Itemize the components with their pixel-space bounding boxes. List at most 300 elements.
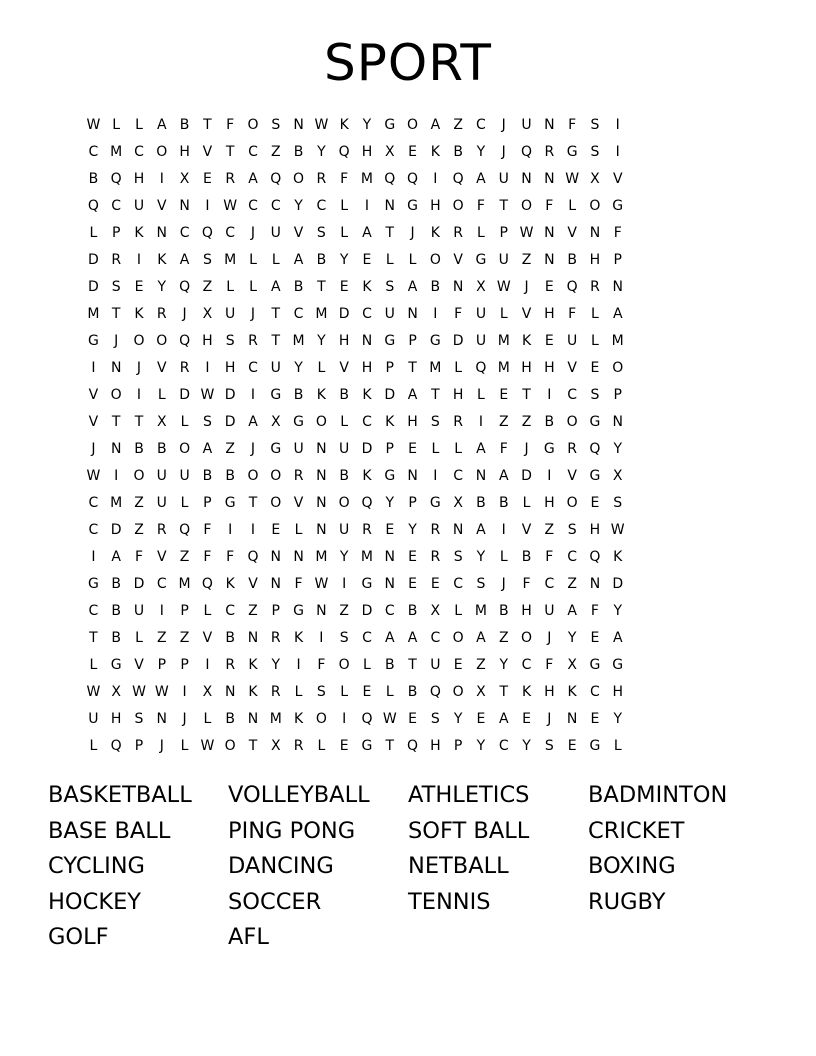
grid-letter[interactable]: Q xyxy=(270,170,282,187)
grid-letter[interactable]: S xyxy=(430,711,440,728)
grid-letter[interactable]: U xyxy=(179,467,190,484)
grid-letter[interactable]: L xyxy=(499,305,508,322)
grid-letter[interactable]: Q xyxy=(87,197,99,214)
grid-letter[interactable]: R xyxy=(156,305,167,322)
grid-letter[interactable]: H xyxy=(589,521,601,538)
grid-letter[interactable]: C xyxy=(476,116,486,133)
grid-letter[interactable]: N xyxy=(316,467,327,484)
grid-letter[interactable]: E xyxy=(522,711,531,728)
grid-letter[interactable]: T xyxy=(134,413,144,430)
grid-letter[interactable]: O xyxy=(452,197,464,214)
grid-letter[interactable]: O xyxy=(133,467,145,484)
grid-letter[interactable]: Z xyxy=(567,576,577,593)
grid-letter[interactable]: K xyxy=(248,657,258,674)
grid-letter[interactable]: N xyxy=(544,116,555,133)
grid-letter[interactable]: Z xyxy=(270,143,281,160)
grid-letter[interactable]: O xyxy=(612,359,624,376)
grid-letter[interactable]: C xyxy=(179,224,190,241)
grid-letter[interactable]: D xyxy=(612,576,624,593)
grid-letter[interactable]: Y xyxy=(476,143,486,160)
grid-letter[interactable]: O xyxy=(566,413,578,430)
grid-letter[interactable]: P xyxy=(203,494,212,511)
grid-letter[interactable]: Q xyxy=(452,170,464,187)
grid-letter[interactable]: I xyxy=(159,603,164,620)
grid-letter[interactable]: W xyxy=(565,170,580,187)
grid-letter[interactable]: K xyxy=(339,116,349,133)
grid-letter[interactable]: R xyxy=(453,224,464,241)
grid-letter[interactable]: X xyxy=(156,413,167,430)
grid-letter[interactable]: N xyxy=(156,224,168,241)
grid-letter[interactable]: A xyxy=(430,116,441,133)
grid-letter[interactable]: T xyxy=(385,738,395,755)
grid-letter[interactable]: V xyxy=(157,197,167,214)
grid-letter[interactable]: E xyxy=(408,549,417,566)
grid-letter[interactable]: L xyxy=(203,711,212,728)
grid-letter[interactable]: G xyxy=(293,603,304,620)
grid-letter[interactable]: A xyxy=(179,251,190,268)
grid-letter[interactable]: T xyxy=(499,197,509,214)
grid-letter[interactable]: C xyxy=(316,197,327,214)
grid-letter[interactable]: N xyxy=(316,494,327,511)
grid-letter[interactable]: C xyxy=(248,359,258,376)
grid-letter[interactable]: P xyxy=(180,603,189,620)
grid-letter[interactable]: S xyxy=(316,224,326,241)
grid-letter[interactable]: B xyxy=(293,386,304,403)
grid-letter[interactable]: I xyxy=(250,386,256,403)
grid-letter[interactable]: Q xyxy=(110,738,122,755)
grid-letter[interactable]: K xyxy=(362,278,372,295)
grid-letter[interactable]: U xyxy=(293,440,304,457)
grid-letter[interactable]: R xyxy=(156,521,167,538)
grid-letter[interactable]: W xyxy=(200,738,215,755)
grid-letter[interactable]: H xyxy=(544,305,555,322)
grid-letter[interactable]: L xyxy=(249,251,257,268)
grid-letter[interactable]: Z xyxy=(248,603,258,620)
grid-letter[interactable]: F xyxy=(226,116,235,133)
grid-letter[interactable]: X xyxy=(202,305,213,322)
grid-letter[interactable]: L xyxy=(431,440,440,457)
grid-letter[interactable]: V xyxy=(521,521,532,538)
grid-letter[interactable]: M xyxy=(269,711,282,728)
grid-letter[interactable]: B xyxy=(521,549,532,566)
grid-letter[interactable]: K xyxy=(430,143,440,160)
grid-letter[interactable]: G xyxy=(475,251,487,268)
grid-letter[interactable]: Q xyxy=(179,278,191,295)
grid-letter[interactable]: Y xyxy=(317,143,326,160)
grid-letter[interactable]: F xyxy=(203,521,212,538)
grid-letter[interactable]: V xyxy=(567,359,577,376)
grid-letter[interactable]: T xyxy=(271,305,281,322)
grid-letter[interactable]: S xyxy=(567,521,577,538)
grid-letter[interactable]: L xyxy=(271,251,280,268)
grid-letter[interactable]: L xyxy=(203,603,212,620)
grid-letter[interactable]: L xyxy=(135,630,143,647)
grid-letter[interactable]: I xyxy=(296,657,301,674)
grid-letter[interactable]: T xyxy=(89,630,98,647)
grid-letter[interactable]: X xyxy=(476,278,486,295)
grid-letter[interactable]: U xyxy=(133,197,145,214)
grid-letter[interactable]: A xyxy=(612,305,623,322)
grid-letter[interactable]: N xyxy=(247,630,259,647)
grid-letter[interactable]: P xyxy=(408,332,417,349)
grid-letter[interactable]: C xyxy=(88,494,99,511)
grid-letter[interactable]: I xyxy=(159,170,164,187)
grid-letter[interactable]: Q xyxy=(338,143,350,160)
grid-letter[interactable]: F xyxy=(226,549,235,566)
grid-letter[interactable]: N xyxy=(293,549,304,566)
grid-letter[interactable]: U xyxy=(498,170,509,187)
grid-letter[interactable]: E xyxy=(362,684,372,701)
grid-letter[interactable]: A xyxy=(567,603,577,620)
grid-letter[interactable]: W xyxy=(496,278,511,295)
grid-letter[interactable]: V xyxy=(134,657,144,674)
grid-letter[interactable]: E xyxy=(476,711,486,728)
grid-letter[interactable]: B xyxy=(498,603,509,620)
grid-letter[interactable]: F xyxy=(317,657,326,674)
grid-letter[interactable]: H xyxy=(202,332,213,349)
grid-letter[interactable]: C xyxy=(88,603,99,620)
grid-letter[interactable]: I xyxy=(478,413,484,430)
grid-letter[interactable]: Z xyxy=(544,521,555,538)
grid-letter[interactable]: Y xyxy=(339,549,349,566)
grid-letter[interactable]: I xyxy=(91,549,96,566)
grid-letter[interactable]: N xyxy=(407,305,418,322)
grid-letter[interactable]: Q xyxy=(179,332,191,349)
grid-letter[interactable]: E xyxy=(590,630,600,647)
grid-letter[interactable]: S xyxy=(590,116,600,133)
grid-letter[interactable]: M xyxy=(315,549,328,566)
grid-letter[interactable]: S xyxy=(111,278,121,295)
grid-letter[interactable]: T xyxy=(225,143,235,160)
grid-letter[interactable]: E xyxy=(499,386,509,403)
grid-letter[interactable]: U xyxy=(270,359,281,376)
grid-letter[interactable]: Q xyxy=(384,170,396,187)
grid-letter[interactable]: L xyxy=(89,224,98,241)
grid-letter[interactable]: P xyxy=(271,603,280,620)
grid-letter[interactable]: N xyxy=(384,576,395,593)
grid-letter[interactable]: O xyxy=(315,711,327,728)
grid-letter[interactable]: Z xyxy=(225,440,235,457)
grid-letter[interactable]: B xyxy=(156,440,167,457)
grid-letter[interactable]: T xyxy=(317,278,326,295)
grid-letter[interactable]: G xyxy=(589,738,601,755)
grid-letter[interactable]: W xyxy=(86,467,101,484)
grid-letter[interactable]: G xyxy=(429,494,441,511)
grid-letter[interactable]: U xyxy=(133,603,145,620)
grid-letter[interactable]: D xyxy=(521,467,532,484)
grid-letter[interactable]: H xyxy=(544,494,555,511)
grid-letter[interactable]: F xyxy=(134,549,144,566)
grid-letter[interactable]: Z xyxy=(453,116,463,133)
grid-letter[interactable]: H xyxy=(544,684,555,701)
grid-letter[interactable]: H xyxy=(224,359,236,376)
grid-letter[interactable]: V xyxy=(157,549,167,566)
grid-letter[interactable]: O xyxy=(156,143,168,160)
grid-letter[interactable]: R xyxy=(590,278,600,295)
grid-letter[interactable]: F xyxy=(568,305,577,322)
grid-letter[interactable]: T xyxy=(408,359,417,376)
grid-letter[interactable]: N xyxy=(452,521,464,538)
grid-letter[interactable]: C xyxy=(88,521,99,538)
grid-letter[interactable]: Y xyxy=(453,711,463,728)
grid-letter[interactable]: K xyxy=(134,305,144,322)
grid-letter[interactable]: Q xyxy=(247,549,259,566)
grid-letter[interactable]: A xyxy=(362,224,372,241)
grid-letter[interactable]: D xyxy=(361,440,373,457)
grid-letter[interactable]: M xyxy=(497,332,510,349)
grid-letter[interactable]: C xyxy=(430,630,441,647)
grid-letter[interactable]: D xyxy=(384,386,396,403)
grid-letter[interactable]: A xyxy=(612,630,623,647)
grid-letter[interactable]: D xyxy=(361,603,373,620)
grid-letter[interactable]: P xyxy=(385,359,394,376)
grid-letter[interactable]: Y xyxy=(522,738,531,755)
grid-letter[interactable]: S xyxy=(453,549,463,566)
grid-letter[interactable]: Q xyxy=(361,711,373,728)
grid-letter[interactable]: E xyxy=(339,278,349,295)
grid-letter[interactable]: B xyxy=(476,494,486,511)
grid-letter[interactable]: R xyxy=(270,684,281,701)
grid-letter[interactable]: Y xyxy=(613,440,622,457)
grid-letter[interactable]: K xyxy=(225,576,235,593)
grid-letter[interactable]: G xyxy=(87,332,99,349)
grid-letter[interactable]: A xyxy=(476,440,486,457)
grid-letter[interactable]: L xyxy=(454,440,463,457)
grid-letter[interactable]: N xyxy=(589,576,601,593)
grid-letter[interactable]: D xyxy=(133,576,145,593)
grid-letter[interactable]: U xyxy=(521,116,532,133)
grid-letter[interactable]: W xyxy=(200,386,215,403)
grid-letter[interactable]: A xyxy=(111,549,121,566)
grid-letter[interactable]: Z xyxy=(134,494,144,511)
grid-letter[interactable]: N xyxy=(179,197,190,214)
grid-letter[interactable]: K xyxy=(362,467,372,484)
grid-letter[interactable]: X xyxy=(476,684,486,701)
grid-letter[interactable]: O xyxy=(566,494,578,511)
grid-letter[interactable]: Z xyxy=(498,630,509,647)
grid-letter[interactable]: M xyxy=(315,305,328,322)
grid-letter[interactable]: N xyxy=(407,467,418,484)
grid-letter[interactable]: M xyxy=(474,603,487,620)
grid-letter[interactable]: V xyxy=(202,630,213,647)
grid-letter[interactable]: N xyxy=(224,684,236,701)
grid-letter[interactable]: Y xyxy=(294,359,303,376)
grid-letter[interactable]: G xyxy=(566,143,578,160)
grid-letter[interactable]: F xyxy=(476,197,485,214)
grid-letter[interactable]: L xyxy=(522,494,531,511)
grid-letter[interactable]: G xyxy=(429,332,441,349)
grid-letter[interactable]: E xyxy=(408,576,417,593)
grid-letter[interactable]: V xyxy=(567,467,577,484)
grid-letter[interactable]: L xyxy=(180,494,189,511)
grid-letter[interactable]: I xyxy=(91,359,96,376)
grid-letter[interactable]: R xyxy=(248,332,258,349)
grid-letter[interactable]: F xyxy=(545,657,554,674)
grid-letter[interactable]: B xyxy=(498,494,509,511)
grid-letter[interactable]: U xyxy=(88,711,99,728)
grid-letter[interactable]: N xyxy=(316,521,327,538)
grid-letter[interactable]: V xyxy=(521,305,532,322)
grid-letter[interactable]: M xyxy=(224,251,237,268)
grid-letter[interactable]: K xyxy=(567,684,577,701)
grid-letter[interactable]: S xyxy=(225,332,235,349)
grid-letter[interactable]: Z xyxy=(521,251,532,268)
grid-letter[interactable]: S xyxy=(476,576,486,593)
grid-letter[interactable]: Q xyxy=(429,684,441,701)
grid-letter[interactable]: L xyxy=(363,657,371,674)
grid-letter[interactable]: X xyxy=(430,603,441,620)
grid-letter[interactable]: S xyxy=(590,143,600,160)
grid-letter[interactable]: L xyxy=(591,305,599,322)
grid-letter[interactable]: M xyxy=(110,494,123,511)
grid-letter[interactable]: H xyxy=(361,359,373,376)
grid-letter[interactable]: B xyxy=(111,630,121,647)
grid-letter[interactable]: R xyxy=(430,549,441,566)
grid-letter[interactable]: J xyxy=(114,332,119,349)
grid-letter[interactable]: Y xyxy=(385,494,395,511)
grid-letter[interactable]: T xyxy=(203,116,212,133)
grid-letter[interactable]: R xyxy=(179,359,190,376)
grid-letter[interactable]: A xyxy=(476,630,486,647)
grid-letter[interactable]: E xyxy=(453,657,463,674)
grid-letter[interactable]: W xyxy=(86,684,101,701)
grid-letter[interactable]: D xyxy=(452,332,464,349)
grid-letter[interactable]: E xyxy=(134,278,144,295)
grid-letter[interactable]: G xyxy=(270,386,282,403)
grid-letter[interactable]: O xyxy=(156,332,168,349)
grid-letter[interactable]: B xyxy=(111,576,121,593)
grid-letter[interactable]: C xyxy=(384,603,395,620)
grid-letter[interactable]: X xyxy=(270,738,281,755)
grid-letter[interactable]: A xyxy=(498,711,509,728)
grid-letter[interactable]: Y xyxy=(294,197,303,214)
grid-letter[interactable]: F xyxy=(545,549,554,566)
grid-letter[interactable]: E xyxy=(567,738,577,755)
grid-letter[interactable]: E xyxy=(430,576,440,593)
grid-letter[interactable]: L xyxy=(294,521,303,538)
grid-letter[interactable]: A xyxy=(407,278,418,295)
grid-letter[interactable]: B xyxy=(88,170,99,187)
grid-letter[interactable]: D xyxy=(338,305,350,322)
grid-letter[interactable]: V xyxy=(293,224,304,241)
grid-letter[interactable]: O xyxy=(315,413,327,430)
grid-letter[interactable]: N xyxy=(247,711,259,728)
grid-letter[interactable]: V xyxy=(453,251,463,268)
grid-letter[interactable]: H xyxy=(452,386,464,403)
grid-letter[interactable]: J xyxy=(250,305,256,322)
grid-letter[interactable]: C xyxy=(590,684,600,701)
grid-letter[interactable]: B xyxy=(339,467,349,484)
grid-letter[interactable]: W xyxy=(223,197,238,214)
grid-letter[interactable]: C xyxy=(293,305,304,322)
grid-letter[interactable]: K xyxy=(316,386,326,403)
grid-letter[interactable]: P xyxy=(613,386,622,403)
grid-letter[interactable]: L xyxy=(89,657,98,674)
grid-letter[interactable]: U xyxy=(339,521,350,538)
grid-letter[interactable]: V xyxy=(248,576,258,593)
grid-letter[interactable]: X xyxy=(270,413,281,430)
grid-letter[interactable]: X xyxy=(590,170,600,187)
grid-letter[interactable]: S xyxy=(590,386,600,403)
grid-letter[interactable]: H xyxy=(430,738,441,755)
grid-letter[interactable]: G xyxy=(224,494,236,511)
grid-letter[interactable]: M xyxy=(292,332,305,349)
grid-letter[interactable]: L xyxy=(591,332,599,349)
grid-letter[interactable]: P xyxy=(157,657,167,674)
grid-letter[interactable]: I xyxy=(342,576,347,593)
grid-letter[interactable]: C xyxy=(521,657,532,674)
grid-letter[interactable]: C xyxy=(134,143,144,160)
grid-letter[interactable]: V xyxy=(612,170,623,187)
grid-letter[interactable]: R xyxy=(567,440,577,457)
grid-letter[interactable]: Y xyxy=(271,657,281,674)
grid-letter[interactable]: F xyxy=(545,197,554,214)
grid-letter[interactable]: Y xyxy=(339,251,349,268)
grid-letter[interactable]: T xyxy=(271,332,281,349)
grid-letter[interactable]: I xyxy=(182,684,187,701)
grid-letter[interactable]: T xyxy=(111,413,121,430)
grid-letter[interactable]: L xyxy=(613,738,622,755)
grid-letter[interactable]: J xyxy=(250,440,256,457)
grid-letter[interactable]: M xyxy=(360,549,373,566)
grid-letter[interactable]: N xyxy=(521,170,532,187)
grid-letter[interactable]: B xyxy=(111,603,121,620)
grid-letter[interactable]: J xyxy=(159,738,164,755)
grid-letter[interactable]: C xyxy=(567,386,578,403)
grid-letter[interactable]: I xyxy=(433,467,438,484)
grid-letter[interactable]: Z xyxy=(179,549,190,566)
grid-letter[interactable]: O xyxy=(338,657,350,674)
grid-letter[interactable]: B xyxy=(134,440,144,457)
grid-letter[interactable]: N xyxy=(156,711,168,728)
grid-letter[interactable]: L xyxy=(180,738,189,755)
grid-letter[interactable]: E xyxy=(590,711,600,728)
grid-letter[interactable]: K xyxy=(134,224,144,241)
grid-letter[interactable]: L xyxy=(340,197,349,214)
grid-letter[interactable]: W xyxy=(382,711,397,728)
grid-letter[interactable]: E xyxy=(271,521,281,538)
grid-letter[interactable]: J xyxy=(501,576,506,593)
grid-letter[interactable]: C xyxy=(498,738,509,755)
grid-letter[interactable]: N xyxy=(293,116,304,133)
grid-letter[interactable]: Z xyxy=(179,630,190,647)
grid-letter[interactable]: X xyxy=(384,143,395,160)
grid-letter[interactable]: Z xyxy=(476,657,486,674)
grid-letter[interactable]: L xyxy=(499,549,508,566)
grid-letter[interactable]: W xyxy=(519,224,534,241)
grid-letter[interactable]: L xyxy=(340,684,349,701)
grid-letter[interactable]: S xyxy=(613,494,623,511)
grid-letter[interactable]: R xyxy=(453,413,464,430)
grid-letter[interactable]: N xyxy=(589,224,601,241)
grid-letter[interactable]: K xyxy=(293,711,304,728)
grid-letter[interactable]: H xyxy=(612,684,623,701)
grid-letter[interactable]: Z xyxy=(134,521,144,538)
grid-letter[interactable]: L xyxy=(135,116,143,133)
grid-letter[interactable]: P xyxy=(499,224,508,241)
grid-letter[interactable]: Q xyxy=(179,521,191,538)
grid-letter[interactable]: I xyxy=(615,143,620,160)
grid-letter[interactable]: J xyxy=(136,359,142,376)
grid-letter[interactable]: Q xyxy=(475,359,487,376)
grid-letter[interactable]: C xyxy=(225,603,236,620)
grid-letter[interactable]: N xyxy=(270,549,282,566)
grid-letter[interactable]: V xyxy=(567,224,577,241)
grid-letter[interactable]: I xyxy=(136,251,142,268)
grid-letter[interactable]: T xyxy=(431,386,440,403)
grid-letter[interactable]: N xyxy=(612,278,623,295)
grid-letter[interactable]: I xyxy=(547,386,552,403)
